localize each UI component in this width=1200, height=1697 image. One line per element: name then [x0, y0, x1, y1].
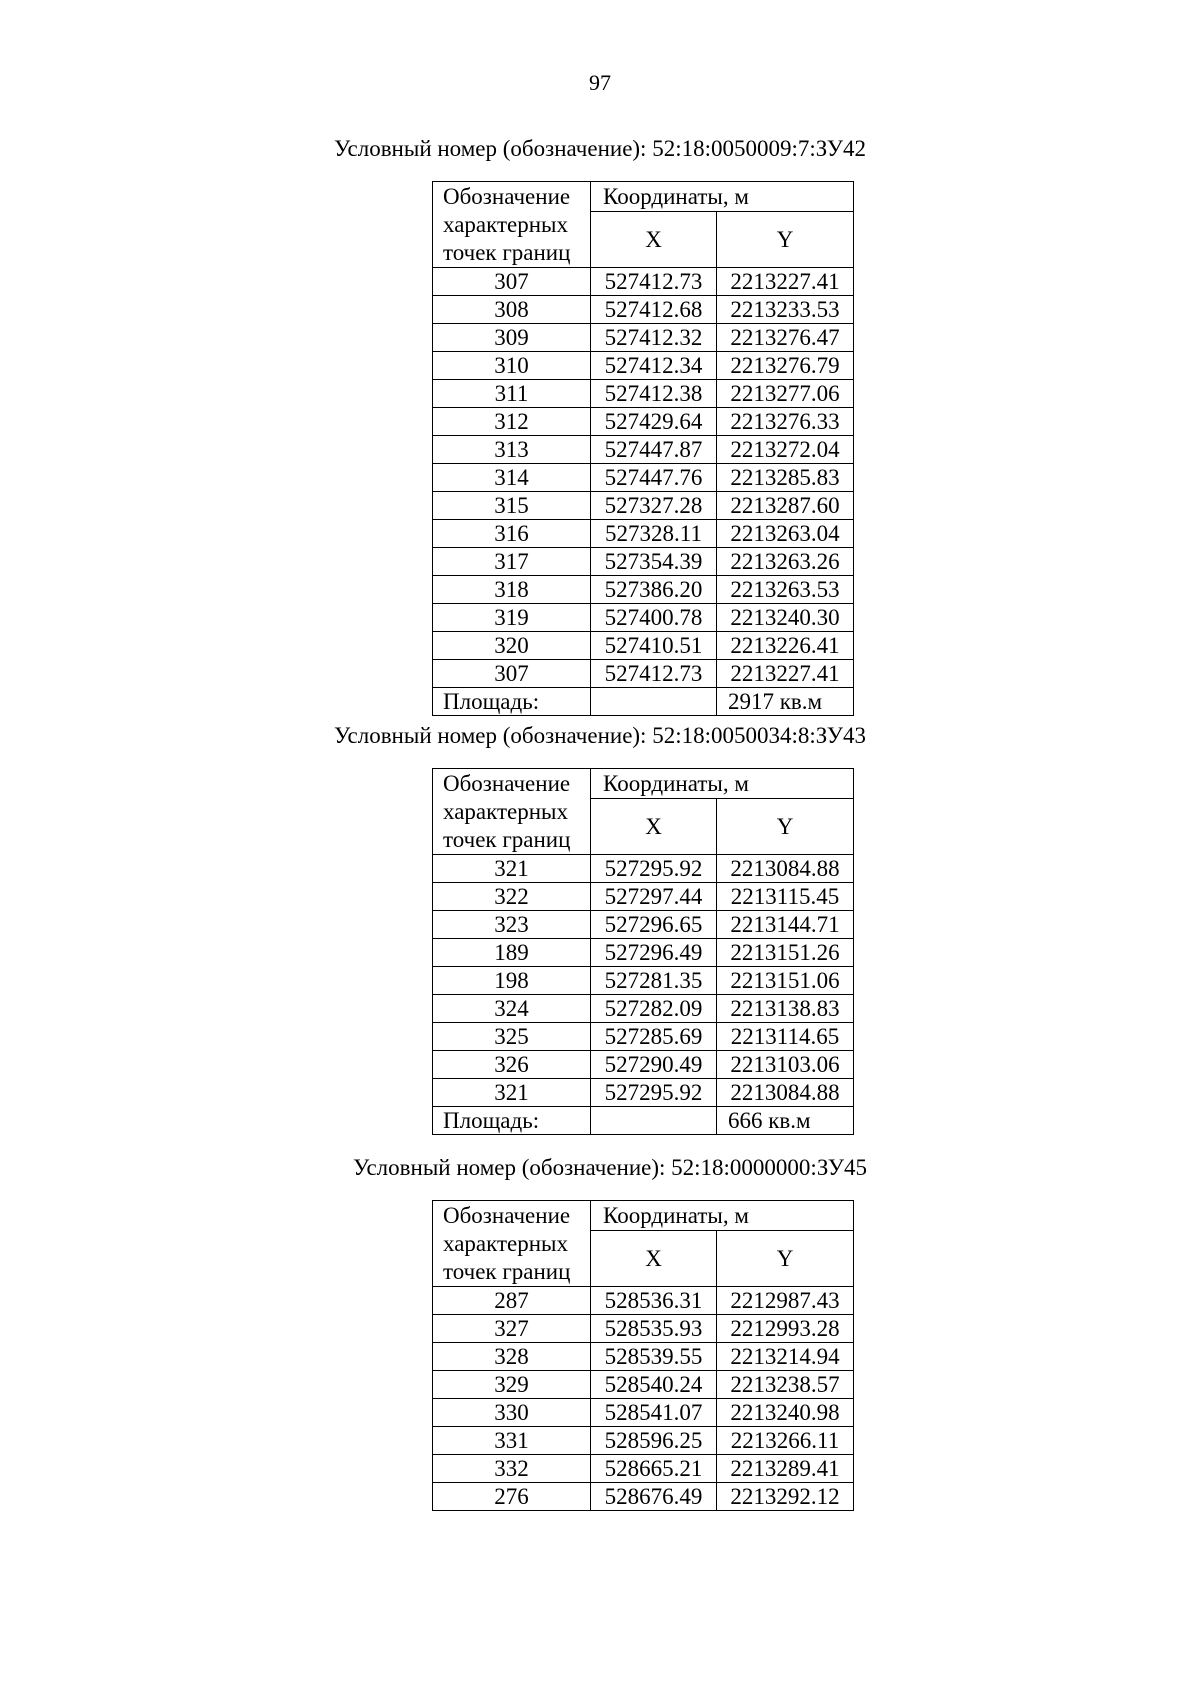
table-row	[433, 1079, 854, 1107]
x-coordinate-cell: 527282.09	[591, 995, 717, 1023]
table-row	[433, 1287, 854, 1315]
x-coordinate-cell: 527296.65	[591, 911, 717, 939]
y-coordinate-cell: 2213084.88	[717, 855, 854, 883]
table-row	[433, 324, 854, 352]
y-coordinate-cell: 2212987.43	[717, 1287, 854, 1315]
y-coordinate-cell: 2213238.57	[717, 1371, 854, 1399]
x-coordinate-cell: 528535.93	[591, 1315, 717, 1343]
area-label: Площадь:	[433, 688, 591, 716]
y-coordinate-cell: 2213240.30	[717, 604, 854, 632]
point-number-cell: 321	[433, 1079, 591, 1107]
point-number-cell: 328	[433, 1343, 591, 1371]
y-coordinate-cell: 2213233.53	[717, 296, 854, 324]
header-point-designation: Обозначение характерных точек границ	[433, 769, 591, 855]
point-number-cell: 310	[433, 352, 591, 380]
y-coordinate-cell: 2213151.06	[717, 967, 854, 995]
x-coordinate-cell: 528676.49	[591, 1483, 717, 1511]
point-number-cell: 313	[433, 436, 591, 464]
x-coordinate-cell: 527281.35	[591, 967, 717, 995]
header-y: Y	[717, 212, 854, 268]
table-row	[433, 268, 854, 296]
y-coordinate-cell: 2213263.04	[717, 520, 854, 548]
x-coordinate-cell: 527412.32	[591, 324, 717, 352]
coordinates-table	[432, 1200, 854, 1511]
table-row	[433, 967, 854, 995]
x-coordinate-cell: 528665.21	[591, 1455, 717, 1483]
table-row	[433, 939, 854, 967]
table-row	[433, 548, 854, 576]
y-coordinate-cell: 2213227.41	[717, 268, 854, 296]
point-number-cell: 276	[433, 1483, 591, 1511]
point-number-cell: 327	[433, 1315, 591, 1343]
y-coordinate-cell: 2213276.47	[717, 324, 854, 352]
point-number-cell: 326	[433, 1051, 591, 1079]
table-row	[433, 352, 854, 380]
x-coordinate-cell: 527400.78	[591, 604, 717, 632]
header-x: X	[591, 799, 717, 855]
point-number-cell: 189	[433, 939, 591, 967]
coordinate-section	[0, 136, 1200, 714]
point-number-cell: 307	[433, 660, 591, 688]
point-number-cell: 320	[433, 632, 591, 660]
y-coordinate-cell: 2213276.33	[717, 408, 854, 436]
point-number-cell: 319	[433, 604, 591, 632]
y-coordinate-cell: 2213240.98	[717, 1399, 854, 1427]
y-coordinate-cell: 2213227.41	[717, 660, 854, 688]
y-coordinate-cell: 2213263.26	[717, 548, 854, 576]
x-coordinate-cell: 527386.20	[591, 576, 717, 604]
y-coordinate-cell: 2213144.71	[717, 911, 854, 939]
point-number-cell: 323	[433, 911, 591, 939]
y-coordinate-cell: 2213277.06	[717, 380, 854, 408]
area-row	[433, 1107, 854, 1135]
y-coordinate-cell: 2213272.04	[717, 436, 854, 464]
x-coordinate-cell: 527412.73	[591, 660, 717, 688]
x-coordinate-cell: 527328.11	[591, 520, 717, 548]
table-row	[433, 296, 854, 324]
section-title: Условный номер (обозначение): 52:18:0050009:7:ЗУ42	[333, 136, 866, 161]
table-row	[433, 576, 854, 604]
area-label: Площадь:	[433, 1107, 591, 1135]
table-row	[433, 408, 854, 436]
y-coordinate-cell: 2213285.83	[717, 464, 854, 492]
x-coordinate-cell: 527429.64	[591, 408, 717, 436]
y-coordinate-cell: 2213289.41	[717, 1455, 854, 1483]
y-coordinate-cell: 2213226.41	[717, 632, 854, 660]
point-number-cell: 331	[433, 1427, 591, 1455]
point-number-cell: 314	[433, 464, 591, 492]
table-row	[433, 1023, 854, 1051]
header-point-designation: Обозначение характерных точек границ	[433, 182, 591, 268]
x-coordinate-cell: 528541.07	[591, 1399, 717, 1427]
point-number-cell: 287	[433, 1287, 591, 1315]
point-number-cell: 318	[433, 576, 591, 604]
table-row	[433, 464, 854, 492]
table-row	[433, 380, 854, 408]
x-coordinate-cell: 528539.55	[591, 1343, 717, 1371]
area-row	[433, 688, 854, 716]
y-coordinate-cell: 2213266.11	[717, 1427, 854, 1455]
area-value: 2917 кв.м	[717, 688, 854, 716]
point-number-cell: 309	[433, 324, 591, 352]
area-empty-cell	[591, 1107, 717, 1135]
area-value: 666 кв.м	[717, 1107, 854, 1135]
x-coordinate-cell: 527412.68	[591, 296, 717, 324]
x-coordinate-cell: 527447.76	[591, 464, 717, 492]
table-row	[433, 855, 854, 883]
table-row	[433, 995, 854, 1023]
point-number-cell: 311	[433, 380, 591, 408]
point-number-cell: 198	[433, 967, 591, 995]
y-coordinate-cell: 2213151.26	[717, 939, 854, 967]
header-y: Y	[717, 799, 854, 855]
point-number-cell: 324	[433, 995, 591, 1023]
point-number-cell: 321	[433, 855, 591, 883]
table-row	[433, 883, 854, 911]
y-coordinate-cell: 2213263.53	[717, 576, 854, 604]
x-coordinate-cell: 527295.92	[591, 855, 717, 883]
x-coordinate-cell: 528596.25	[591, 1427, 717, 1455]
point-number-cell: 317	[433, 548, 591, 576]
y-coordinate-cell: 2213115.45	[717, 883, 854, 911]
table-row	[433, 911, 854, 939]
y-coordinate-cell: 2213276.79	[717, 352, 854, 380]
header-coordinates: Координаты, м	[591, 182, 854, 212]
header-coordinates: Координаты, м	[591, 1201, 854, 1231]
section-title: Условный номер (обозначение): 52:18:0050034:8:ЗУ43	[333, 723, 866, 748]
point-number-cell: 325	[433, 1023, 591, 1051]
y-coordinate-cell: 2213214.94	[717, 1343, 854, 1371]
x-coordinate-cell: 527327.28	[591, 492, 717, 520]
table-row	[433, 604, 854, 632]
x-coordinate-cell: 527410.51	[591, 632, 717, 660]
y-coordinate-cell: 2213138.83	[717, 995, 854, 1023]
x-coordinate-cell: 527297.44	[591, 883, 717, 911]
table-row	[433, 1051, 854, 1079]
header-coordinates: Координаты, м	[591, 769, 854, 799]
coordinates-table	[432, 768, 854, 1135]
table-row	[433, 520, 854, 548]
page-number: 97	[589, 70, 611, 95]
table-row	[433, 632, 854, 660]
point-number-cell: 332	[433, 1455, 591, 1483]
coordinate-section	[0, 1155, 1200, 1509]
x-coordinate-cell: 527296.49	[591, 939, 717, 967]
table-row	[433, 660, 854, 688]
x-coordinate-cell: 527354.39	[591, 548, 717, 576]
x-coordinate-cell: 527412.38	[591, 380, 717, 408]
table-row	[433, 1427, 854, 1455]
y-coordinate-cell: 2213114.65	[717, 1023, 854, 1051]
table-row	[433, 1455, 854, 1483]
table-row	[433, 1343, 854, 1371]
header-point-designation: Обозначение характерных точек границ	[433, 1201, 591, 1287]
y-coordinate-cell: 2213103.06	[717, 1051, 854, 1079]
x-coordinate-cell: 527295.92	[591, 1079, 717, 1107]
header-x: X	[591, 1231, 717, 1287]
point-number-cell: 316	[433, 520, 591, 548]
x-coordinate-cell: 527412.34	[591, 352, 717, 380]
y-coordinate-cell: 2213084.88	[717, 1079, 854, 1107]
coordinates-table	[432, 181, 854, 716]
coordinate-section	[0, 723, 1200, 1133]
x-coordinate-cell: 527447.87	[591, 436, 717, 464]
table-row	[433, 1483, 854, 1511]
y-coordinate-cell: 2213292.12	[717, 1483, 854, 1511]
section-title: Условный номер (обозначение): 52:18:0000000:ЗУ45	[352, 1155, 868, 1180]
x-coordinate-cell: 527412.73	[591, 268, 717, 296]
header-x: X	[591, 212, 717, 268]
point-number-cell: 329	[433, 1371, 591, 1399]
table-row	[433, 492, 854, 520]
point-number-cell: 308	[433, 296, 591, 324]
table-row	[433, 1371, 854, 1399]
point-number-cell: 307	[433, 268, 591, 296]
y-coordinate-cell: 2213287.60	[717, 492, 854, 520]
y-coordinate-cell: 2212993.28	[717, 1315, 854, 1343]
area-empty-cell	[591, 688, 717, 716]
table-row	[433, 1399, 854, 1427]
table-row	[433, 436, 854, 464]
table-row	[433, 1315, 854, 1343]
header-y: Y	[717, 1231, 854, 1287]
x-coordinate-cell: 527285.69	[591, 1023, 717, 1051]
point-number-cell: 315	[433, 492, 591, 520]
x-coordinate-cell: 527290.49	[591, 1051, 717, 1079]
point-number-cell: 330	[433, 1399, 591, 1427]
point-number-cell: 322	[433, 883, 591, 911]
x-coordinate-cell: 528536.31	[591, 1287, 717, 1315]
point-number-cell: 312	[433, 408, 591, 436]
x-coordinate-cell: 528540.24	[591, 1371, 717, 1399]
